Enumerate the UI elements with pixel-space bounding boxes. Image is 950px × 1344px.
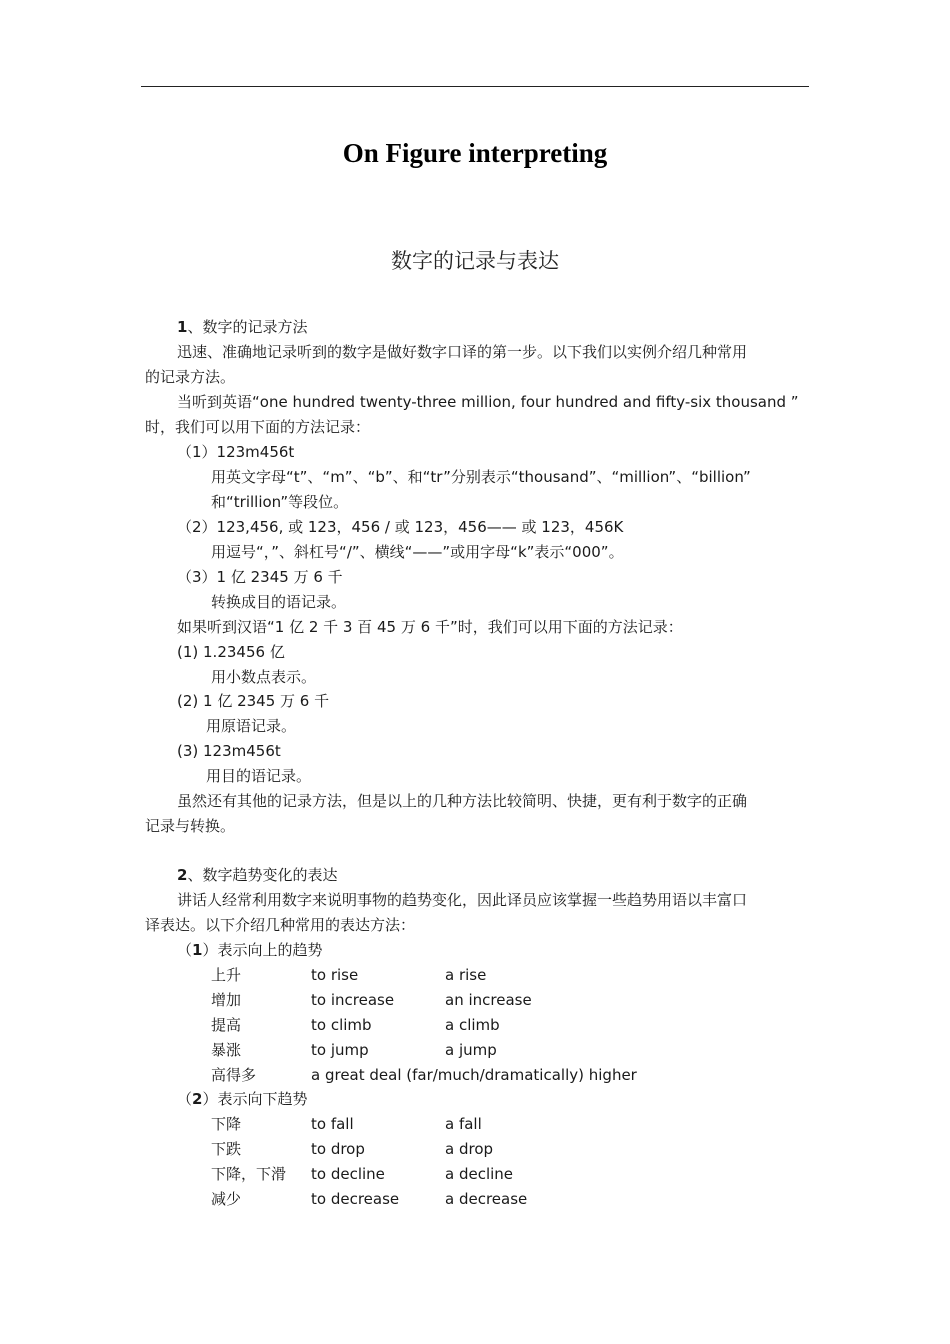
- method-item: (3) 123m456t: [177, 742, 281, 760]
- paragraph-line: 讲话人经常利用数字来说明事物的趋势变化，因此译员应该掌握一些趋势用语以丰富口: [177, 891, 748, 909]
- method-description: 用英文字母“t”、“m”、“b”、和“tr”分别表示“thousand”、“million”、“billion”: [211, 468, 751, 486]
- method-item: (1) 1.23456 亿: [177, 643, 285, 661]
- term-noun: a drop: [445, 1140, 494, 1158]
- term-verb: to fall: [311, 1115, 354, 1133]
- list-number: 2: [192, 1090, 203, 1108]
- term-verb: to jump: [311, 1041, 369, 1059]
- document-subtitle: 数字的记录与表达: [391, 249, 559, 273]
- term-verb: to drop: [311, 1140, 365, 1158]
- paragraph-line: 迅速、准确地记录听到的数字是做好数字口译的第一步。以下我们以实例介绍几种常用: [177, 343, 748, 361]
- term-noun: a decrease: [445, 1190, 528, 1208]
- term-noun: a fall: [445, 1115, 482, 1133]
- method-description: 用逗号“，”、斜杠号“/”、横线“——”或用字母“k”表示“000”。: [211, 543, 624, 561]
- term-noun: a climb: [445, 1016, 500, 1034]
- term-chinese: 下降，下滑: [211, 1165, 287, 1183]
- section-1-heading: [177, 317, 307, 337]
- term-verb: to climb: [311, 1016, 372, 1034]
- method-description: 用目的语记录。: [206, 767, 312, 785]
- term-noun: a jump: [445, 1041, 497, 1059]
- method-item: (2) 1 亿 2345 万 6 千: [177, 692, 330, 710]
- upward-trend-heading: [177, 940, 322, 960]
- paren-open: （: [177, 941, 193, 959]
- method-description: 和“trillion”等段位。: [211, 493, 349, 511]
- term-chinese: 减少: [211, 1190, 242, 1208]
- section-2-title: 、数字趋势变化的表达: [187, 866, 338, 884]
- section-1-number: 1: [177, 318, 188, 336]
- term-verb: to decrease: [311, 1190, 400, 1208]
- paragraph-line: 的记录方法。: [145, 368, 236, 386]
- paragraph-line: 记录与转换。: [145, 817, 236, 835]
- term-chinese: 高得多: [211, 1066, 257, 1084]
- method-item: （1）123m456t: [177, 443, 295, 461]
- term-chinese: 暴涨: [211, 1041, 242, 1059]
- term-noun: an increase: [445, 991, 532, 1009]
- term-verb: to decline: [311, 1165, 385, 1183]
- paragraph-line: 如果听到汉语“1 亿 2 千 3 百 45 万 6 千”时，我们可以用下面的方法记录：: [177, 618, 683, 636]
- term-chinese: 下降: [211, 1115, 242, 1133]
- paren-open: （: [177, 1090, 193, 1108]
- paragraph-line: 译表达。以下介绍几种常用的表达方法：: [145, 916, 416, 934]
- paragraph-line: 当听到英语“one hundred twenty-three million, four hundred and fifty-six thousand ”: [177, 393, 799, 411]
- term-chinese: 提高: [211, 1016, 242, 1034]
- method-description: 用原语记录。: [206, 717, 297, 735]
- method-item: （3）1 亿 2345 万 6 千: [177, 568, 343, 586]
- term-chinese: 下跌: [211, 1140, 242, 1158]
- term-chinese: 增加: [211, 991, 242, 1009]
- method-description: 转换成目的语记录。: [211, 593, 347, 611]
- downward-trend-heading: [177, 1089, 307, 1109]
- document-title: On Figure interpreting: [342, 138, 608, 168]
- term-verb: a great deal (far/much/dramatically) higher: [311, 1066, 637, 1084]
- method-description: 用小数点表示。: [211, 668, 317, 686]
- section-2-number: 2: [177, 866, 188, 884]
- paragraph-line: 时，我们可以用下面的方法记录：: [145, 418, 371, 436]
- section-2-heading: [177, 865, 337, 885]
- section-1-title: 、数字的记录方法: [187, 318, 308, 336]
- term-chinese: 上升: [211, 966, 242, 984]
- list-number: 1: [192, 941, 203, 959]
- term-noun: a rise: [445, 966, 487, 984]
- term-verb: to rise: [311, 966, 359, 984]
- list-heading-text: ）表示向上的趋势: [202, 941, 323, 959]
- method-item: （2）123,456, 或 123，456 / 或 123，456—— 或 123，456K: [177, 518, 624, 536]
- paragraph-line: 虽然还有其他的记录方法，但是以上的几种方法比较简明、快捷，更有利于数字的正确: [177, 792, 748, 810]
- header-rule: [141, 86, 809, 87]
- term-verb: to increase: [311, 991, 395, 1009]
- term-noun: a decline: [445, 1165, 514, 1183]
- list-heading-text: ）表示向下趋势: [202, 1090, 308, 1108]
